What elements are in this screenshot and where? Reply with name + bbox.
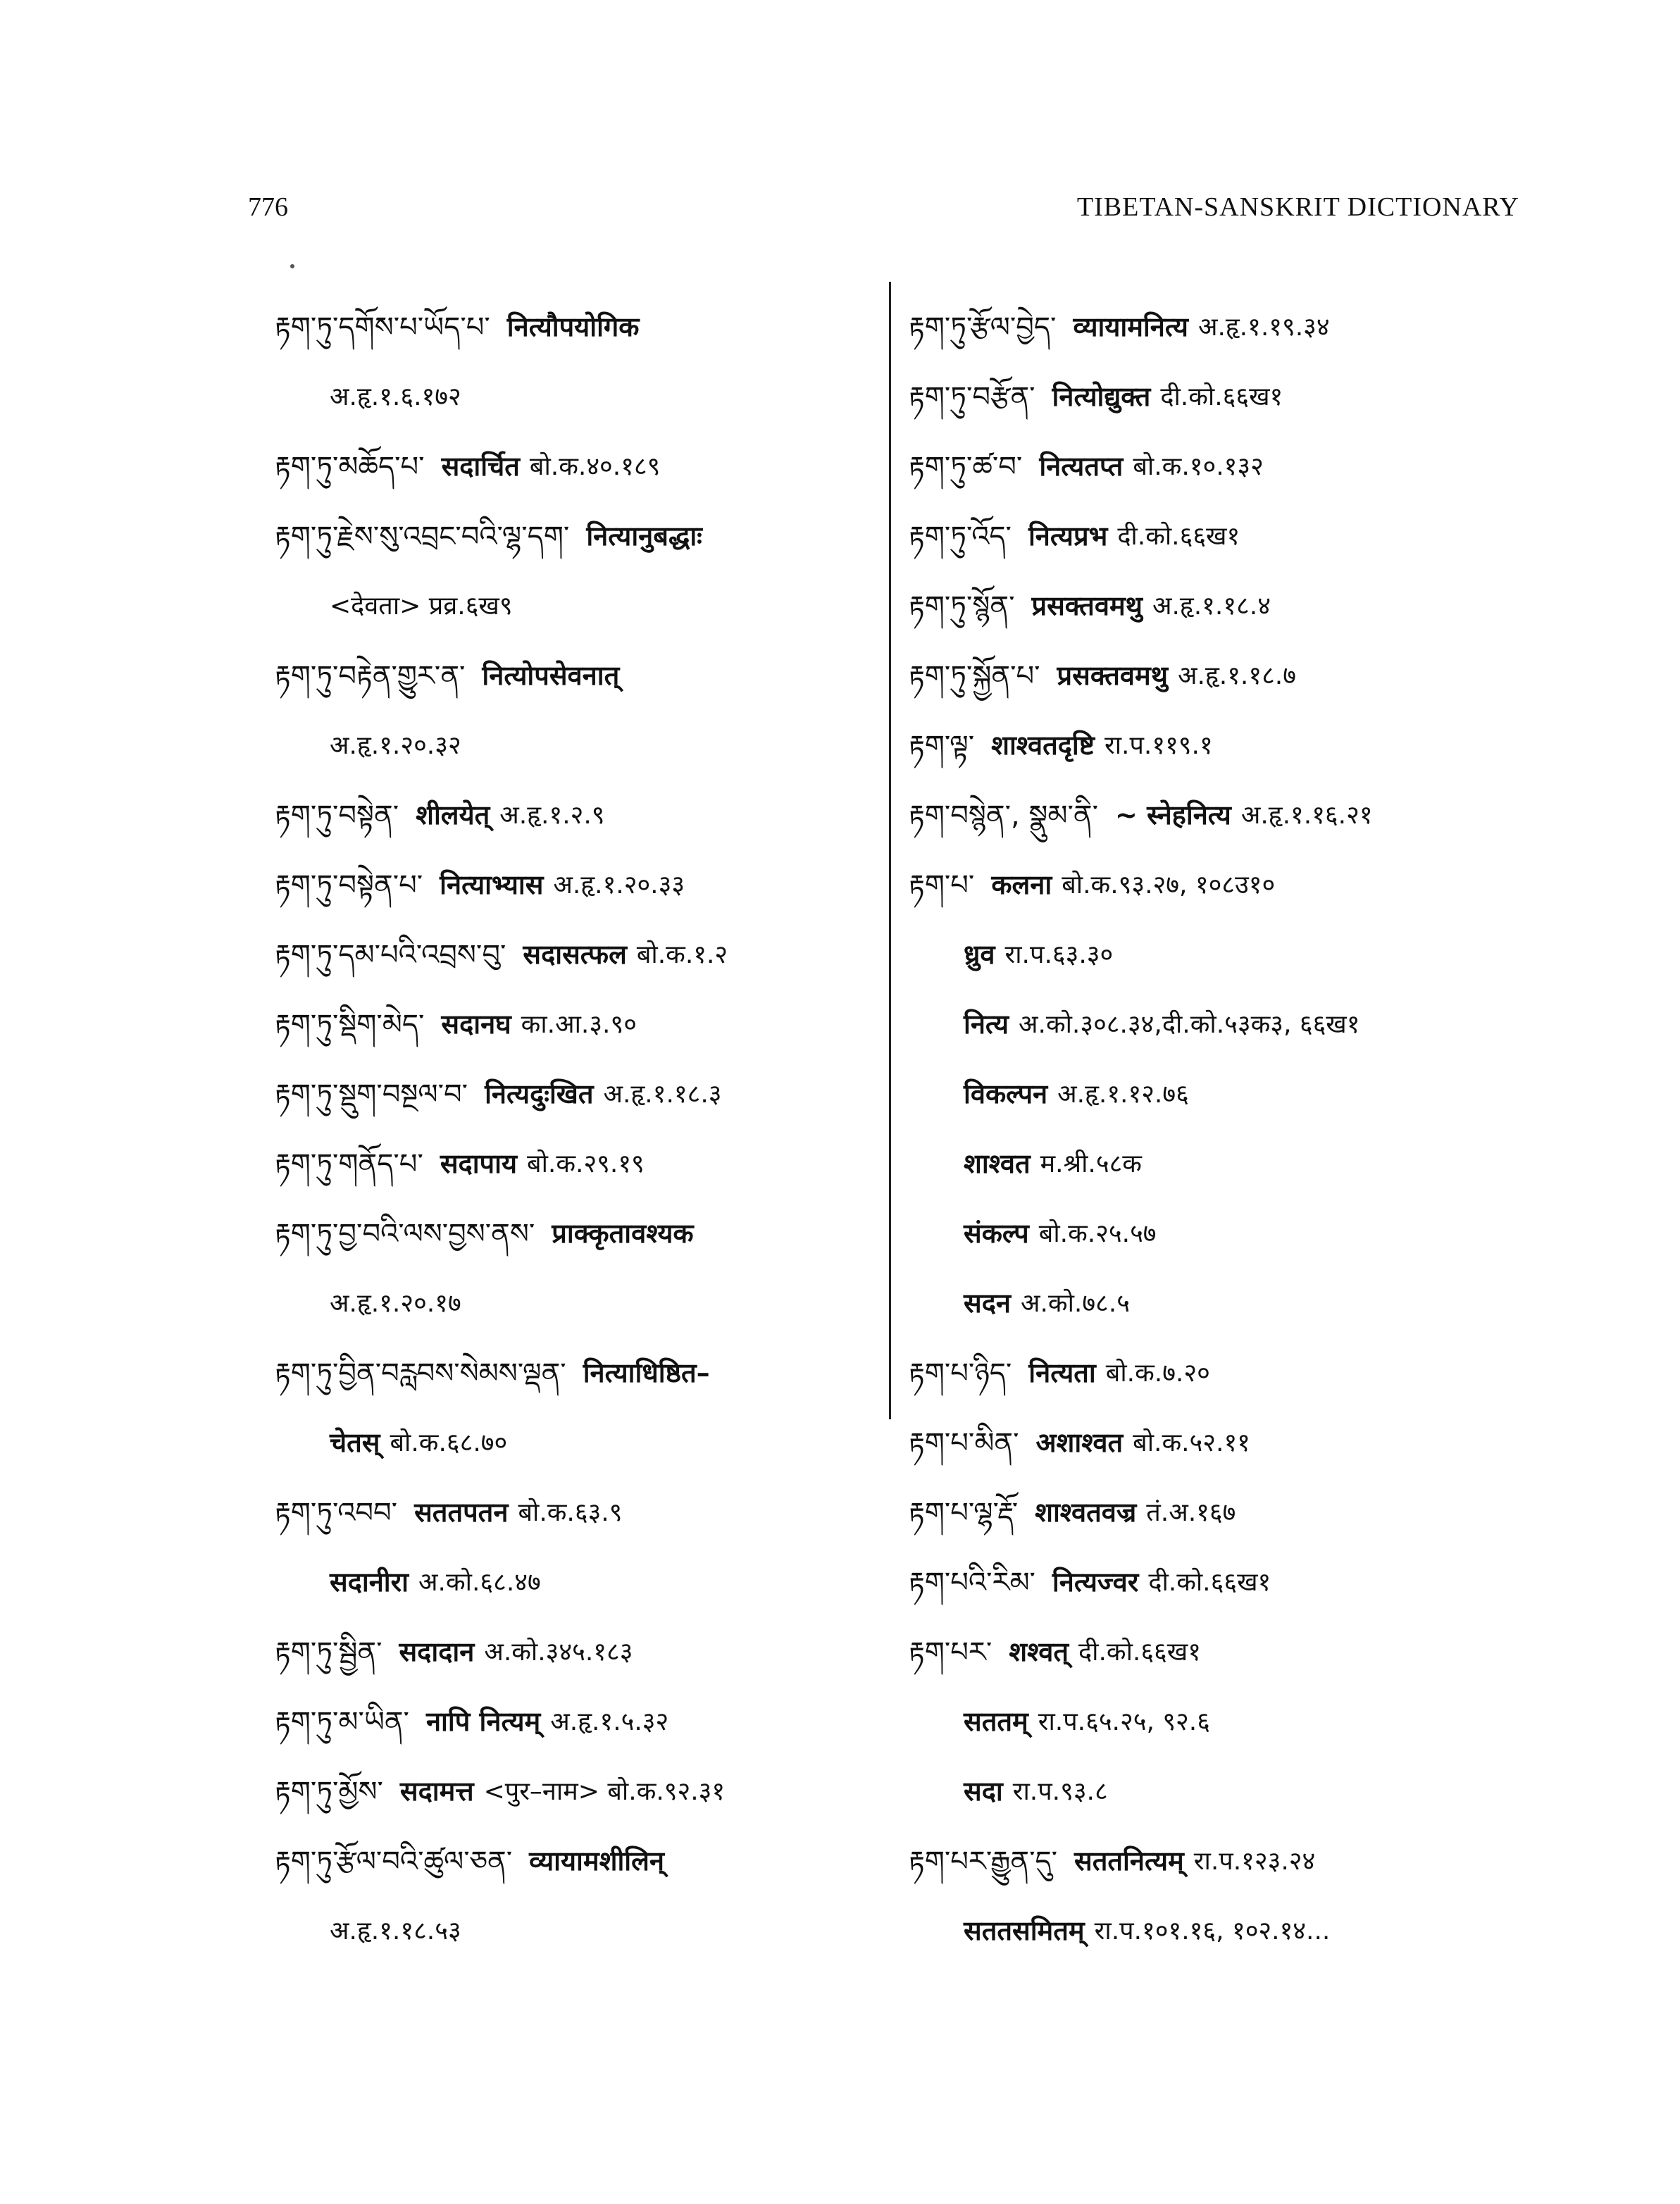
source-reference: रा.प.११९.१ (1104, 730, 1213, 760)
sanskrit-equivalent: सदार्चित (441, 450, 520, 482)
dictionary-entry-line (275, 1199, 873, 1269)
sanskrit-equivalent: नित्यज्वर (1052, 1566, 1139, 1598)
dictionary-entry-line (275, 1896, 873, 1966)
source-reference: दी.को.६६ख१ (1078, 1637, 1201, 1667)
dictionary-entry-line (909, 1338, 1543, 1408)
dictionary-entry-line (909, 1896, 1543, 1966)
source-reference: अ.हृ.१.१८.३ (603, 1079, 722, 1109)
dictionary-entry-line (275, 571, 873, 641)
tibetan-term: རྟག་ཏུ་མཆོད་པ་ (275, 450, 425, 483)
dictionary-entry-line (275, 502, 873, 571)
tibetan-term: རྟག་པ་ཉིད་ (909, 1357, 1012, 1390)
page-number: 776 (248, 192, 288, 222)
source-reference: बो.क.६८.७० (390, 1428, 508, 1457)
sanskrit-equivalent: विकल्पन (964, 1078, 1048, 1109)
sanskrit-equivalent: सदामत्त (399, 1775, 474, 1807)
source-reference: अ.हृ.१.१८.७ (1178, 661, 1296, 690)
tibetan-term: རྟག་ཏུ་དགོས་པ་ཡོད་པ་ (275, 311, 490, 344)
source-reference: बो.क.७.२० (1105, 1358, 1210, 1388)
tibetan-term: རྟག་བསྙེན་, སྣུམ་ནི་ (909, 799, 1098, 832)
sanskrit-equivalent: ~ स्नेहनित्य (1115, 799, 1231, 830)
source-reference: अ.हृ.१.५.३२ (550, 1707, 669, 1736)
page-header (248, 192, 1519, 234)
sanskrit-equivalent: व्यायामशीलिन् (529, 1845, 664, 1876)
dictionary-entry-line (909, 1826, 1543, 1896)
source-reference: रा.प.६३.३० (1004, 940, 1114, 969)
sanskrit-equivalent: व्यायामनित्य (1073, 311, 1188, 342)
sanskrit-equivalent: नित्यौपयोगिक (506, 311, 640, 342)
dictionary-entry-line (909, 362, 1543, 432)
source-reference: अ.को.७८.५ (1020, 1288, 1130, 1318)
dictionary-entry-line (275, 711, 873, 780)
dictionary-entry-line (909, 1059, 1543, 1129)
source-reference: बो.क.१.२ (636, 940, 728, 969)
dictionary-entry-line (275, 920, 873, 990)
sanskrit-equivalent: नित्याभ्यास (440, 868, 544, 900)
sanskrit-equivalent: नित्यानुबद्धाः (586, 520, 702, 552)
source-reference: रा.प.६५.२५, ९२.६ (1038, 1707, 1210, 1736)
tibetan-term: རྟག་ཏུ་སྡིག་མེད་ (275, 1008, 425, 1041)
sanskrit-equivalent: नित्योपसेवनात् (482, 659, 620, 691)
dictionary-entry-line (909, 990, 1543, 1059)
source-reference: बो.क.९३.२७, १०८उ१० (1062, 870, 1276, 899)
source-reference: अ.हृ.१.२.९ (499, 800, 605, 830)
tibetan-term: རྟག་ཏུ་སྦྱིན་ (275, 1636, 382, 1669)
source-reference: अ.को.६८.४७ (418, 1567, 541, 1597)
sanskrit-equivalent: नित्यता (1028, 1357, 1096, 1388)
sanskrit-equivalent: प्रसक्तवमथु (1031, 590, 1143, 621)
tibetan-term: རྟག་ལྟ་ (909, 729, 975, 762)
tibetan-term: རྟག་ཏུ་བརྩོན་ (909, 380, 1035, 413)
dictionary-entry-line (275, 362, 873, 432)
dictionary-entry-line (275, 1059, 873, 1129)
source-reference: बो.क.६३.९ (518, 1498, 623, 1527)
sanskrit-equivalent: सततम् (964, 1705, 1028, 1737)
sanskrit-equivalent: संकल्प (964, 1217, 1029, 1249)
dictionary-entry-line (275, 1338, 873, 1408)
source-reference: म.श्री.५८क (1040, 1149, 1142, 1178)
tibetan-term: རྟག་ཏུ་སྙོན་ (909, 590, 1015, 623)
source-reference: अ.हृ.१.१२.७६ (1057, 1079, 1189, 1109)
dictionary-entry-line (909, 292, 1543, 362)
dictionary-entry-line (909, 1757, 1543, 1826)
source-reference: अ.हृ.१.१६.२१ (1240, 800, 1373, 830)
sanskrit-equivalent: सदानीरा (330, 1566, 409, 1598)
column-divider (889, 282, 891, 1419)
dictionary-entry-line (909, 780, 1543, 850)
tibetan-term: རྟག་ཏུ་དམ་པའི་འབྲས་བུ་ (275, 938, 506, 971)
source-reference: अ.हृ.१.६.१७२ (330, 382, 461, 411)
dictionary-entry-line (275, 780, 873, 850)
left-column (275, 292, 873, 1966)
dictionary-entry-line (909, 1199, 1543, 1269)
source-reference: अ.हृ.१.२०.३३ (553, 870, 685, 899)
dictionary-entry-line (275, 292, 873, 362)
dictionary-entry-line (909, 1548, 1543, 1617)
sanskrit-equivalent: नापि नित्यम् (425, 1705, 541, 1737)
dictionary-entry-line (909, 1617, 1543, 1687)
dictionary-entry-line (275, 1757, 873, 1826)
tibetan-term: རྟག་པར་རྒྱུན་དུ་ (909, 1845, 1058, 1878)
right-column (909, 292, 1543, 1966)
source-reference: <पुर–नाम> बो.क.९२.३१ (483, 1776, 726, 1806)
tibetan-term: རྟག་པའི་རིམ་ (909, 1566, 1035, 1599)
dictionary-entry-line (275, 1478, 873, 1548)
sanskrit-equivalent: सदादान (399, 1636, 475, 1667)
tibetan-term: རྟག་པ་མིན་ (909, 1426, 1019, 1459)
dictionary-entry-line (909, 1408, 1543, 1478)
source-reference: बो.क.२५.५७ (1038, 1219, 1157, 1248)
source-reference: दी.को.६६ख१ (1117, 521, 1240, 551)
sanskrit-equivalent: शाश्वत (964, 1147, 1031, 1179)
speck (290, 264, 294, 268)
dictionary-entry-line (909, 711, 1543, 780)
source-reference: <देवता> प्रव्र.६ख९ (330, 591, 513, 621)
tibetan-term: རྟག་ཏུ་བྱིན་བརླབས་སེམས་ལྡན་ (275, 1357, 566, 1390)
source-reference: दी.को.६६ख१ (1160, 382, 1283, 411)
dictionary-entry-line (275, 1269, 873, 1338)
dictionary-entry-line (909, 1478, 1543, 1548)
tibetan-term: རྟག་ཏུ་ཚ་བ་ (909, 450, 1023, 483)
tibetan-term: རྟག་པར་ (909, 1636, 993, 1669)
dictionary-entry-line (275, 641, 873, 711)
sanskrit-equivalent: कलना (991, 868, 1052, 900)
source-reference: अ.हृ.१.२०.३२ (330, 730, 461, 760)
sanskrit-equivalent: प्रसक्तवमथु (1057, 659, 1169, 691)
dictionary-entry-line (275, 1617, 873, 1687)
source-reference: रा.प.९३.८ (1012, 1776, 1108, 1806)
source-reference: अ.हृ.१.१९.३४ (1197, 312, 1330, 342)
sanskrit-equivalent: सदापाय (440, 1147, 518, 1179)
dictionary-entry-line (909, 1129, 1543, 1199)
tibetan-term: རྟག་ཏུ་མྱོས་ (275, 1775, 383, 1808)
tibetan-term: རྟག་ཏུ་བསྟེན་པ་ (275, 868, 423, 902)
sanskrit-equivalent: सदन (964, 1287, 1011, 1319)
source-reference: अ.को.३०८.३४,दी.को.५३क३, ६६ख१ (1019, 1009, 1360, 1039)
running-head: TIBETAN-SANSKRIT DICTIONARY (1076, 192, 1519, 222)
tibetan-term: རྟག་ཏུ་མ་ཡིན་ (275, 1705, 409, 1738)
sanskrit-equivalent: चेतस् (330, 1426, 380, 1458)
tibetan-term: རྟག་ཏུ་རྗེས་སུ་འབྲང་བའི་ལྷ་དག་ (275, 520, 570, 553)
tibetan-term: རྟག་ཏུ་སྡུག་བསྔལ་བ་ (275, 1078, 468, 1111)
dictionary-entry-line (275, 1129, 873, 1199)
source-reference: अ.को.३४५.१८३ (484, 1637, 633, 1667)
sanskrit-equivalent: सततनित्यम् (1074, 1845, 1184, 1876)
sanskrit-equivalent: नित्य (964, 1008, 1009, 1040)
sanskrit-equivalent: प्राक्कृतावश्यक (552, 1217, 694, 1249)
tibetan-term: རྟག་ཏུ་འབབ་ (275, 1496, 398, 1529)
sanskrit-equivalent: नित्यदुःखित (485, 1078, 594, 1109)
tibetan-term: རྟག་པ་ལྷ་རྡོ་ (909, 1496, 1019, 1529)
source-reference: तं.अ.१६७ (1146, 1498, 1236, 1527)
sanskrit-equivalent: शीलयेत् (416, 799, 490, 830)
sanskrit-equivalent: नित्याधिष्ठित– (583, 1357, 710, 1388)
source-reference: अ.हृ.१.२०.१७ (330, 1288, 461, 1318)
tibetan-term: རྟག་ཏུ་རྩོལ་བྱེད་ (909, 311, 1057, 344)
sanskrit-equivalent: सदानघ (441, 1008, 511, 1040)
sanskrit-equivalent: नित्यप्रभ (1028, 520, 1108, 552)
sanskrit-equivalent: सदा (964, 1775, 1003, 1807)
source-reference: बो.क.२९.१९ (527, 1149, 645, 1178)
dictionary-entry-line (909, 502, 1543, 571)
tibetan-term: རྟག་ཏུ་སྐྱོན་པ་ (909, 659, 1040, 692)
sanskrit-equivalent: सदासत्फल (523, 938, 627, 970)
source-reference: दी.को.६६ख१ (1148, 1567, 1271, 1597)
sanskrit-equivalent: सततपतन (414, 1496, 509, 1528)
sanskrit-equivalent: सततसमितम् (964, 1915, 1085, 1946)
dictionary-entry-line (909, 1687, 1543, 1757)
source-reference: अ.हृ.१.१८.५३ (330, 1916, 461, 1945)
source-reference: का.आ.३.९० (521, 1009, 637, 1039)
tibetan-term: རྟག་ཏུ་རྩོལ་བའི་ཚུལ་ཅན་ (275, 1845, 513, 1878)
tibetan-term: རྟག་ཏུ་འོད་ (909, 520, 1012, 553)
dictionary-entry-line (275, 432, 873, 502)
dictionary-entry-line (275, 1408, 873, 1478)
tibetan-term: རྟག་ཏུ་བསྟེན་ (275, 799, 399, 832)
dictionary-entry-line (275, 1687, 873, 1757)
sanskrit-equivalent: नित्यतप्त (1039, 450, 1124, 482)
sanskrit-equivalent: ध्रुव (964, 938, 995, 970)
dictionary-entry-line (909, 641, 1543, 711)
dictionary-entry-line (275, 990, 873, 1059)
sanskrit-equivalent: शश्वत् (1009, 1636, 1069, 1667)
dictionary-entry-line (909, 920, 1543, 990)
dictionary-entry-line (275, 1826, 873, 1896)
sanskrit-equivalent: शाश्वतदृष्टि (991, 729, 1095, 761)
source-reference: बो.क.५२.११ (1133, 1428, 1250, 1457)
sanskrit-equivalent: शाश्वतवज्र (1035, 1496, 1137, 1528)
source-reference: रा.प.१२३.२४ (1193, 1846, 1316, 1876)
source-reference: बो.क.१०.१३२ (1133, 452, 1264, 481)
dictionary-entry-line (275, 1548, 873, 1617)
sanskrit-equivalent: अशाश्वत (1035, 1426, 1124, 1458)
tibetan-term: རྟག་ཏུ་བརྟེན་གྱུར་ན་ (275, 659, 466, 692)
tibetan-term: རྟག་པ་ (909, 868, 975, 902)
source-reference: रा.प.१०१.१६, १०२.१४... (1094, 1916, 1331, 1945)
dictionary-entry-line (909, 432, 1543, 502)
dictionary-entry-line (275, 850, 873, 920)
tibetan-term: རྟག་ཏུ་བྱ་བའི་ལས་བྱས་ནས་ (275, 1217, 535, 1250)
dictionary-entry-line (909, 850, 1543, 920)
tibetan-term: རྟག་ཏུ་གནོད་པ་ (275, 1147, 423, 1181)
source-reference: अ.हृ.१.१८.४ (1152, 591, 1271, 621)
source-reference: बो.क.४०.१८९ (529, 452, 661, 481)
sanskrit-equivalent: नित्योद्युक्त (1052, 380, 1151, 412)
dictionary-entry-line (909, 1269, 1543, 1338)
dictionary-entry-line (909, 571, 1543, 641)
